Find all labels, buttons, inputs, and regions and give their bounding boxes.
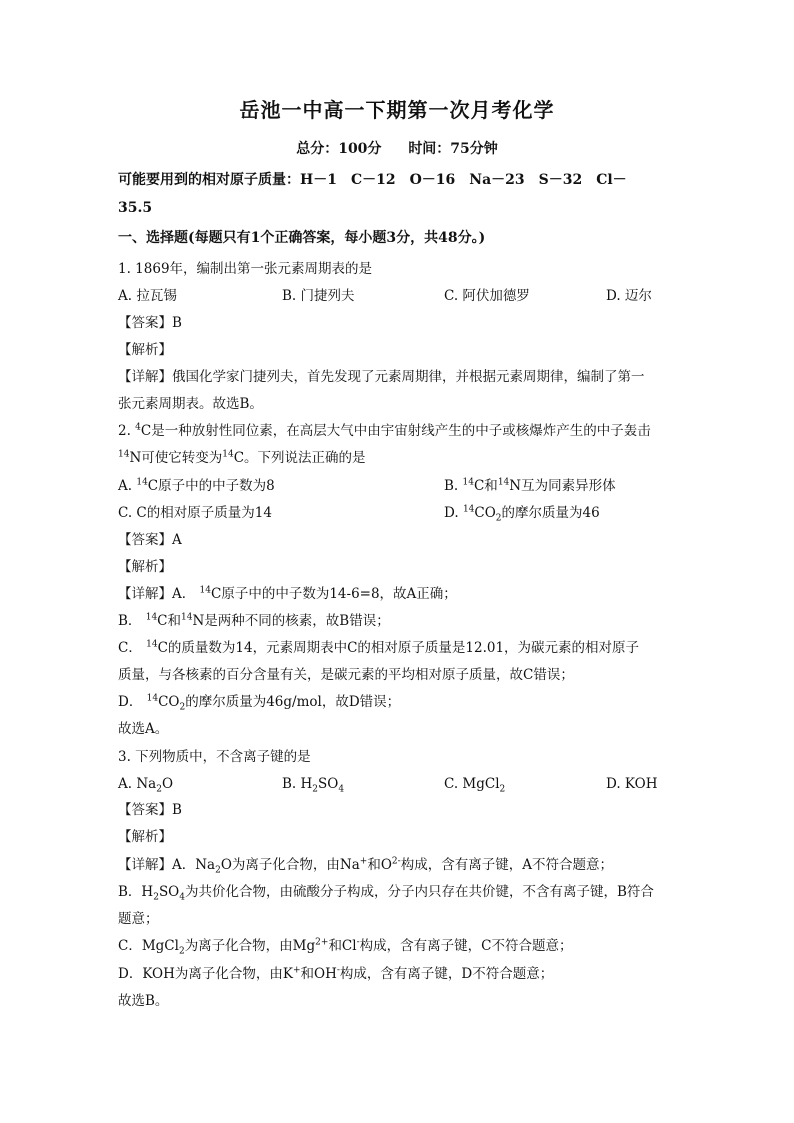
atomic-mass-line-1: 可能要用到的相对原子质量：H－1 C－12 O－16 Na－23 S－32 Cl－ [118,172,627,188]
q2-option-c: C. C的相对原子质量为14 [118,505,272,521]
q2-detail-b: B． $^{14}$C和$^{14}$N是两种不同的核素，故B错误； [118,612,390,629]
q3-option-c: C. MgCl$_2$ [444,776,506,795]
q3-detail-c: C．MgCl$_2$为离子化合物，由$Mg^{2+}$和Cl-构成，含有离子键，C不符合题意； [118,937,573,957]
q1-option-a: A. 拉瓦锡 [118,288,177,304]
q2-option-a: A. $^{14}$C原子中的中子数为8 [118,477,275,494]
q2-stem-2: $^{14}$N可使它转变为$^{14}$C。下列说法正确的是 [118,449,366,466]
q3-detail-b-cont: 题意； [118,911,159,927]
q2-conclusion: 故选A。 [118,721,169,737]
q3-option-b: B. $H_2SO_4$ [282,776,345,795]
q3-answer: 【答案】B [118,802,182,818]
q3-detail-d: D．KOH为离子化合物，由K+和OH-构成，含有离子键，D不符合题意； [118,965,554,982]
q3-option-d: D. KOH [606,776,658,792]
q3-stem: 3. 下列物质中，不含离子键的是 [118,749,311,765]
q2-detail-c: C． $^{14}$C的质量数为14，元素周期表中C的相对原子质量是12.01，为碳元素的相对原子 [118,639,640,656]
page-title: 岳池一中高一下期第一次月考化学 [239,98,555,122]
q3-analysis: 【解析】 [118,829,172,845]
q1-detail-1: 【详解】俄国化学家门捷列夫，首先发现了元素周期律，并根据元素周期律，编制了第一 [118,369,645,385]
total-score: 总分：100分 [296,141,382,157]
q1-option-c: C. 阿伏加德罗 [444,288,530,304]
q2-option-d: D. $^{14}CO_2$的摩尔质量为46 [444,504,600,524]
q1-option-d: D. 迈尔 [606,288,652,304]
q1-detail-2: 张元素周期表。故选B。 [118,396,263,412]
q2-analysis: 【解析】 [118,559,172,575]
section-heading: 一、选择题(每题只有1个正确答案，每小题3分，共48分。) [118,230,486,246]
atomic-mass-line-2: 35.5 [118,200,153,216]
q3-option-a: A. $Na_2O$ [118,776,174,795]
q2-answer: 【答案】A [118,532,182,548]
q3-conclusion: 故选B。 [118,993,169,1009]
q2-detail-a: 【详解】A． $^{14}$C原子中的中子数为14-6=8，故A正确； [118,585,457,602]
q3-detail-a: 【详解】A．$Na_2O$为离子化合物，由Na+和$O^{2-}$构成，含有离子键，A不符合题意； [118,856,613,876]
q1-option-b: B. 门捷列夫 [282,288,355,304]
q2-stem-1: 2. $^4$C是一种放射性同位素，在高层大气中由宇宙射线产生的中子或核爆炸产生的中子轰击 [118,422,651,439]
q2-option-b: B. $^{14}$C和$^{14}$N互为同素异形体 [444,477,616,494]
exam-time: 时间：75分钟 [408,141,498,157]
q1-stem: 1. 1869年，编制出第一张元素周期表的是 [118,261,373,277]
exam-info [0,138,794,158]
q1-answer: 【答案】B [118,315,182,331]
q3-detail-b: B．$H_2SO_4$为共价化合物，由硫酸分子构成，分子内只存在共价键，不含有离子键，B符合 [118,884,654,903]
q2-detail-c-cont: 质量，与各核素的百分含量有关，是碳元素的平均相对原子质量，故C错误； [118,667,574,683]
q1-analysis: 【解析】 [118,342,172,358]
q2-detail-d: D． $^{14}CO_2$的摩尔质量为46g/mol，故D错误； [118,693,401,713]
